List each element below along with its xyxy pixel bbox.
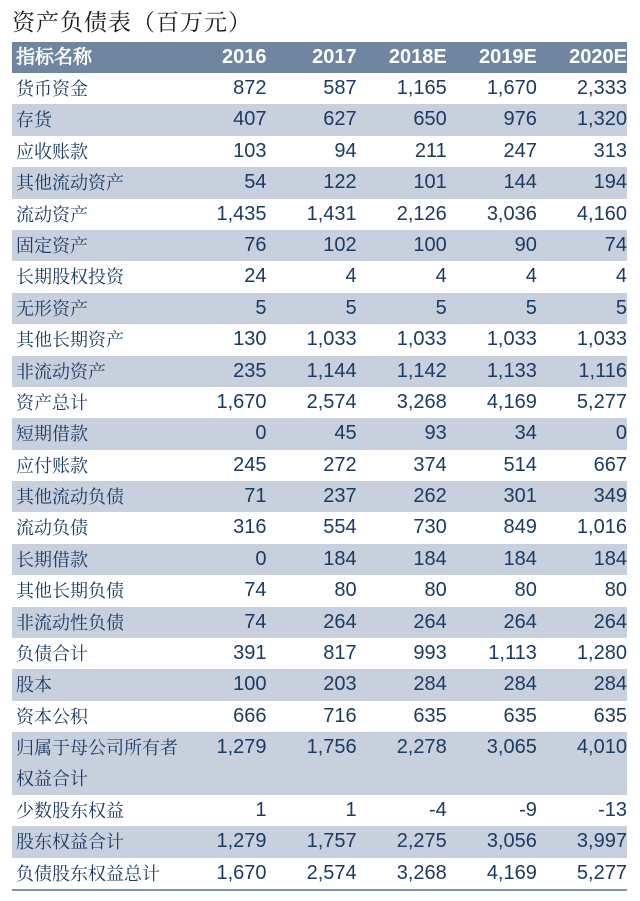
balance-sheet-table [12, 42, 627, 891]
row-label: 长期借款 [16, 549, 88, 571]
row-value: 554 [323, 516, 357, 539]
row-value: 2,333 [576, 77, 627, 99]
row-value: 1,165 [396, 77, 447, 99]
row-value: 284 [413, 673, 447, 696]
row-label: 其他流动负债 [16, 487, 124, 509]
row-label: 固定资产 [16, 235, 88, 257]
row-value: 5 [345, 296, 357, 319]
row-value: 247 [503, 139, 537, 162]
row-value: 194 [593, 171, 627, 194]
row-label: 其他长期负债 [16, 581, 124, 603]
row-value: 1,670 [216, 390, 267, 413]
row-value: 1 [255, 799, 267, 821]
row-value: 1,033 [306, 328, 357, 351]
row-value: 264 [503, 610, 537, 633]
row-value: 514 [503, 453, 537, 476]
row-value: 3,056 [486, 830, 537, 853]
table-row [12, 261, 627, 292]
row-value: 1,320 [576, 108, 627, 131]
row-label: 归属于母公司所有者权益合计 [16, 738, 178, 791]
row-value: 211 [414, 139, 447, 162]
row-value: 1,279 [216, 736, 267, 759]
table-row [12, 826, 627, 857]
row-value: 5 [525, 296, 537, 319]
row-value: 635 [413, 704, 447, 727]
row-value: 122 [323, 171, 357, 194]
row-label: 存货 [16, 110, 52, 132]
row-value: 284 [593, 673, 627, 696]
table-row [12, 136, 627, 167]
row-value: 3,036 [486, 202, 537, 225]
row-value: 1,670 [216, 861, 267, 884]
row-value: 3,268 [396, 390, 447, 413]
row-label: 短期借款 [16, 424, 88, 446]
row-value: 184 [413, 547, 447, 570]
table-row [12, 544, 627, 575]
row-value: 313 [593, 139, 627, 162]
row-label: 资本公积 [16, 706, 88, 728]
table-row [12, 795, 627, 826]
row-value: 4,010 [576, 736, 627, 759]
row-value: 100 [413, 233, 447, 256]
row-value: 93 [424, 422, 447, 445]
row-value: 716 [323, 704, 357, 727]
row-value: 2,126 [396, 202, 447, 225]
row-value: 184 [593, 547, 627, 570]
row-value: 1,279 [216, 830, 267, 853]
row-value: 627 [323, 108, 357, 131]
table-row [12, 512, 627, 543]
row-value: 5 [255, 296, 267, 319]
row-value: 264 [323, 610, 357, 633]
row-value: 80 [334, 579, 357, 602]
table-row [12, 104, 627, 135]
row-value: 1,033 [576, 328, 627, 351]
row-value: 4 [615, 265, 627, 288]
table-row [12, 575, 627, 606]
row-value: 976 [503, 108, 537, 131]
row-value: 4 [525, 265, 537, 288]
row-value: 4 [435, 265, 447, 288]
row-value: 24 [244, 265, 267, 288]
row-value: 993 [413, 642, 447, 665]
row-value: 144 [503, 171, 537, 194]
row-value: 184 [503, 547, 537, 570]
row-value: -13 [598, 799, 627, 821]
row-value: 3,268 [396, 861, 447, 884]
table-row [12, 73, 627, 104]
row-value: 102 [323, 233, 357, 256]
header-label: 指标名称 [16, 46, 93, 68]
table-row [12, 356, 627, 387]
row-value: 2,574 [306, 861, 357, 884]
table-row [12, 167, 627, 198]
table-row [12, 638, 627, 669]
table-row [12, 418, 627, 449]
row-label: 非流动资产 [16, 361, 106, 383]
row-value: 74 [604, 233, 627, 256]
row-label: 负债合计 [16, 644, 88, 666]
table-row [12, 669, 627, 700]
table-row [12, 607, 627, 638]
row-value: 4,169 [486, 861, 537, 884]
row-value: 284 [503, 673, 537, 696]
row-label: 长期股权投资 [16, 267, 124, 289]
row-value: -4 [428, 799, 447, 821]
row-value: 2,275 [396, 830, 447, 853]
row-value: 272 [323, 453, 357, 476]
row-value: 316 [233, 516, 267, 539]
row-value: 1,133 [486, 359, 537, 382]
row-value: 3,997 [576, 830, 627, 853]
row-value: 34 [514, 422, 537, 445]
row-value: 349 [593, 485, 627, 508]
table-row [12, 481, 627, 512]
row-value: 80 [604, 579, 627, 602]
row-value: 407 [233, 108, 267, 131]
row-value: 587 [323, 77, 357, 99]
row-value: 5 [435, 296, 447, 319]
row-value: 4 [345, 265, 357, 288]
row-value: 1,113 [488, 642, 537, 665]
row-value: 0 [615, 422, 627, 445]
row-value: 1,757 [306, 830, 357, 853]
row-label: 其他流动资产 [16, 173, 124, 195]
row-value: 3,065 [486, 736, 537, 759]
row-value: 71 [244, 485, 267, 508]
table-row [12, 450, 627, 481]
table-row [12, 293, 627, 324]
row-value: 650 [413, 108, 447, 131]
row-value: 2,574 [306, 390, 357, 413]
row-value: 872 [233, 77, 267, 99]
row-value: 1,756 [306, 736, 357, 759]
row-value: 1,280 [576, 642, 627, 665]
row-value: 80 [424, 579, 447, 602]
table-row [12, 387, 627, 418]
row-value: 0 [255, 422, 267, 445]
table-header-row [12, 42, 627, 73]
header-year: 2018E [388, 46, 447, 68]
row-value: 5,277 [576, 861, 627, 884]
row-value: 1,431 [306, 202, 357, 225]
row-value: 817 [323, 642, 357, 665]
row-value: 74 [244, 610, 267, 633]
row-label: 应收账款 [16, 141, 88, 163]
row-value: 1,033 [396, 328, 447, 351]
row-label: 无形资产 [16, 298, 88, 320]
row-label: 股本 [16, 675, 52, 697]
row-value: 54 [244, 171, 267, 194]
row-value: 76 [244, 233, 267, 256]
header-year: 2017 [312, 46, 357, 68]
row-value: 4,169 [486, 390, 537, 413]
row-value: -9 [519, 799, 537, 821]
row-value: 374 [413, 453, 447, 476]
row-value: 301 [503, 485, 537, 508]
row-label: 非流动性负债 [16, 612, 124, 634]
row-value: 45 [334, 422, 357, 445]
table-row [12, 858, 627, 889]
row-value: 235 [233, 359, 267, 382]
row-value: 5,277 [576, 390, 627, 413]
row-value: 237 [323, 485, 357, 508]
table-row [12, 199, 627, 230]
table-row [12, 324, 627, 355]
row-label: 资产总计 [16, 392, 88, 414]
table-title: 资产负债表（百万元） [12, 10, 252, 36]
header-year: 2020E [569, 46, 627, 68]
row-value: 94 [334, 139, 357, 162]
row-value: 264 [593, 610, 627, 633]
row-value: 74 [244, 579, 267, 602]
row-value: 0 [255, 547, 267, 570]
row-label: 其他长期资产 [16, 330, 124, 352]
table-row [12, 732, 627, 795]
row-value: 635 [503, 704, 537, 727]
row-value: 1,016 [576, 516, 627, 539]
row-value: 101 [413, 171, 447, 194]
row-label: 少数股东权益 [16, 801, 124, 822]
row-value: 262 [413, 485, 447, 508]
row-value: 90 [514, 233, 537, 256]
row-value: 849 [503, 516, 537, 539]
row-label: 货币资金 [16, 79, 88, 100]
header-year: 2019E [479, 46, 537, 68]
row-value: 667 [593, 453, 627, 476]
row-label: 流动负债 [16, 518, 88, 540]
row-value: 635 [593, 704, 627, 727]
row-value: 1 [345, 799, 357, 821]
row-value: 5 [615, 296, 627, 319]
table-row [12, 701, 627, 732]
row-value: 1,435 [216, 202, 267, 225]
row-value: 4,160 [576, 202, 627, 225]
row-value: 203 [323, 673, 357, 696]
header-year: 2016 [222, 46, 267, 68]
row-label: 负债股东权益总计 [16, 863, 160, 885]
table-row [12, 230, 627, 261]
row-value: 1,142 [396, 359, 447, 382]
row-value: 80 [514, 579, 537, 602]
row-label: 股东权益合计 [16, 832, 124, 854]
row-value: 264 [413, 610, 447, 633]
row-value: 1,670 [486, 77, 537, 99]
row-value: 1,116 [578, 359, 627, 382]
row-value: 103 [233, 139, 267, 162]
row-label: 流动资产 [16, 204, 88, 226]
row-value: 100 [233, 673, 267, 696]
row-value: 1,144 [306, 359, 357, 382]
row-value: 730 [413, 516, 447, 539]
row-value: 1,033 [486, 328, 537, 351]
row-value: 2,278 [396, 736, 447, 759]
row-value: 666 [233, 704, 267, 727]
row-value: 245 [233, 453, 267, 476]
row-label: 应付账款 [16, 455, 88, 477]
row-value: 130 [233, 328, 267, 351]
row-value: 184 [323, 547, 357, 570]
row-value: 391 [233, 642, 267, 665]
